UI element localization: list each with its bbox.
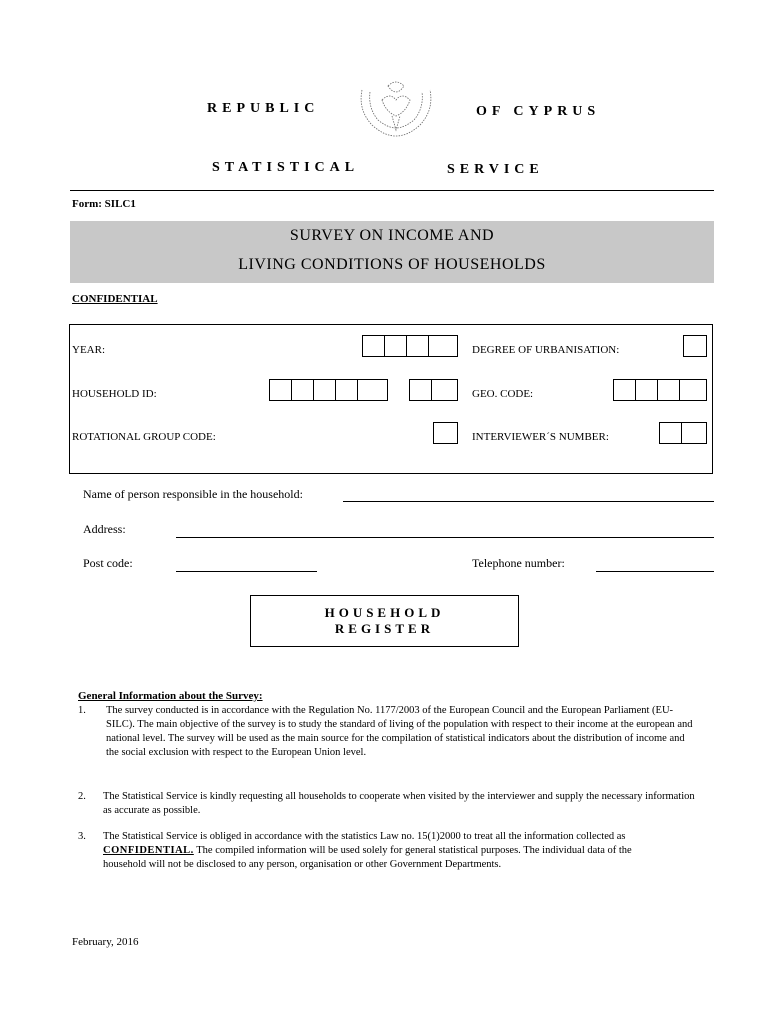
info-item-1-number: 1. <box>78 705 86 716</box>
info-item-1 <box>78 704 696 760</box>
info-item-3-text-after: The compiled information will be used solely for general statistical purposes. The individual data of the household will not be disclosed to any person, organisation or other Government Departments. <box>103 845 632 870</box>
urbanisation-field[interactable] <box>683 335 707 357</box>
geo-code-field[interactable] <box>613 379 707 401</box>
household-id-field[interactable] <box>269 379 388 401</box>
year-field[interactable] <box>362 335 458 357</box>
telephone-label: Telephone number: <box>472 556 565 570</box>
header-divider <box>70 190 714 191</box>
info-item-2-text: The Statistical Service is kindly requesting all households to cooperate when visited by the interviewer and supply the necessary information as accurate as possible. <box>103 791 695 816</box>
cyprus-emblem-icon <box>352 70 440 140</box>
household-id-suffix-field[interactable] <box>409 379 458 401</box>
info-item-2-number: 2. <box>78 791 86 802</box>
title-line-2: LIVING CONDITIONS OF HOUSEHOLDS <box>238 256 546 273</box>
confidential-label: CONFIDENTIAL <box>72 293 158 305</box>
household-register-box <box>250 595 519 647</box>
address-label: Address: <box>83 522 126 536</box>
telephone-input-line[interactable] <box>596 571 714 572</box>
info-item-1-text: The survey conducted is in accordance with the Regulation No. 1177/2003 of the European Council and the European Parliament (EU-SILC). The main objective of the survey is to study the standard of living of the population with respect to their income at the european and national level. The survey will be used as the main source for the compilation of statistical indicators about the distribution of income and the social exclusion with respect to the European Union level. <box>106 705 693 758</box>
rotational-group-label: ROTATIONAL GROUP CODE: <box>72 431 216 443</box>
title-line-1: SURVEY ON INCOME AND <box>289 227 495 244</box>
issue-date: February, 2016 <box>72 936 139 948</box>
person-label: Name of person responsible in the household: <box>83 487 303 501</box>
urbanisation-label: DEGREE OF URBANISATION: <box>472 344 620 356</box>
rotational-group-field[interactable] <box>433 422 458 444</box>
info-title: General Information about the Survey: <box>78 690 263 702</box>
info-item-3-confidential: CONFIDENTIAL. <box>103 845 194 856</box>
register-line-1: HOUSEHOLD <box>324 605 445 620</box>
info-item-3-text-before: The Statistical Service is obliged in accordance with the statistics Law no. 15(1)2000 to treat all the information collected as <box>103 831 626 842</box>
header-of-cyprus: OF CYPRUS <box>476 104 601 119</box>
geo-code-label: GEO. CODE: <box>472 388 534 400</box>
postcode-label: Post code: <box>83 556 133 570</box>
info-item-3 <box>78 830 668 872</box>
info-item-3-text <box>103 830 668 872</box>
interviewer-label: INTERVIEWER´S NUMBER: <box>472 431 609 443</box>
interviewer-field[interactable] <box>659 422 707 444</box>
header-service: SERVICE <box>447 162 544 177</box>
household-id-label: HOUSEHOLD ID: <box>72 388 157 400</box>
form-id: Form: SILC1 <box>72 198 136 210</box>
postcode-input-line[interactable] <box>176 571 317 572</box>
register-line-2: REGISTER <box>334 621 435 636</box>
header-statistical: STATISTICAL <box>212 160 360 175</box>
info-item-3-number: 3. <box>78 831 86 842</box>
info-item-2 <box>78 790 703 818</box>
year-label: YEAR: <box>72 344 105 356</box>
header-republic: REPUBLIC <box>207 101 320 116</box>
address-input-line[interactable] <box>176 537 714 538</box>
title-band <box>70 221 714 283</box>
person-input-line[interactable] <box>343 501 714 502</box>
